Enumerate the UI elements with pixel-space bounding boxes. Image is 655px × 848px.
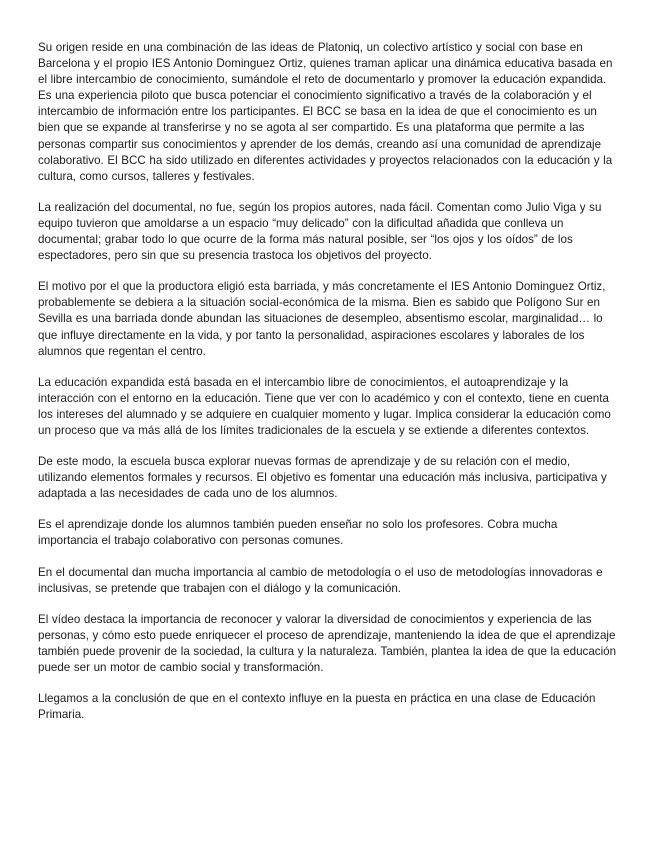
paragraph-origen: Su origen reside en una combinación de las ideas de Platoniq, un colectivo artístico y social con base en Barcelona y el propio IES Antonio Dominguez Ortiz, quienes traman aplicar una dinámica educativa basada en el libre intercambio de conocimiento, sumándole el reto de documentarlo y promover la educación expandida. Es una experiencia piloto que busca potenciar el conocimiento significativo a través de la colaboración y el intercambio de información entre los participantes. El BCC se basa en la idea de que el conocimiento es un bien que se expande al transferirse y no se agota al ser compartido. Es una plataforma que permite a las personas compartir sus conocimientos y aprender de los demás, creando así una comunidad de aprendizaje colaborativo. El BCC ha sido utilizado en diferentes actividades y proyectos relacionados con la educación y la cultura, como cursos, talleres y festivales. — [38, 41, 613, 183]
paragraph-educacion-expandida: La educación expandida está basada en el intercambio libre de conocimientos, el autoaprendizaje y la interacción con el entorno en la educación. Tiene que ver con lo académico y con el contexto, tiene en cuenta los intereses del alumnado y se adquiere en cualquier momento y lugar. Implica considerar la educación como un proceso que va más allá de los límites tradicionales de la escuela y se extiende a diferentes contextos. — [38, 375, 611, 437]
paragraph-escuela-explorar: De este modo, la escuela busca explorar nuevas formas de aprendizaje y de su relación con el medio, utilizando elementos formales y recursos. El objetivo es fomentar una educación más inclusiva, participativa y adaptada a las necesidades de cada uno de los alumnos. — [38, 455, 607, 501]
paragraph-conclusion: Llegamos a la conclusión de que en el contexto influye en la puesta en práctica en una clase de Educación Primaria. — [38, 692, 596, 722]
paragraph-aprendizaje-alumnos: Es el aprendizaje donde los alumnos también pueden enseñar no solo los profesores. Cobra mucha importancia el trabajo colaborativo con personas comunes. — [38, 518, 558, 548]
paragraph-video-diversidad: El vídeo destaca la importancia de reconocer y valorar la diversidad de conocimientos y experiencia de las personas, y cómo esto puede enriquecer el proceso de aprendizaje, manteniendo la idea de que el aprendizaje también puede provenir de la sociedad, la cultura y la naturaleza. También, plantea la idea de que la educación puede ser un motor de cambio social y transformación. — [38, 612, 617, 674]
paragraph-realizacion-documental: La realización del documental, no fue, según los propios autores, nada fácil. Comentan como Julio Viga y su equipo tuvieron que amoldarse a un espacio “muy delicado” con la dificultad añadida que conlleva un documental; grabar todo lo que ocurre de la forma más natural posible, ser “los ojos y los oídos” de los espectadores, pero sin que su presencia trastoca los objetivos del proyecto. — [38, 200, 602, 263]
paragraph-motivo-barriada: El motivo por el que la productora eligió esta barriada, y más concretamente el IES Antonio Dominguez Ortiz, probablemente se debiera a la situación social-económica de la misma. Bien es sabido que Polígono Sur en Sevilla es una barriada donde abundan las situaciones de desempleo, absentismo escolar, marginalidad… lo que influye directamente en la vida, y por tanto la personalidad, aspiraciones escolares y laborales de los alumnos que regentan el centro. — [38, 280, 606, 358]
paragraph-metodologia: En el documental dan mucha importancia al cambio de metodología o el uso de metodologías innovadoras e inclusivas, se pretende que trabajen con el diálogo y la comunicación. — [38, 565, 603, 595]
